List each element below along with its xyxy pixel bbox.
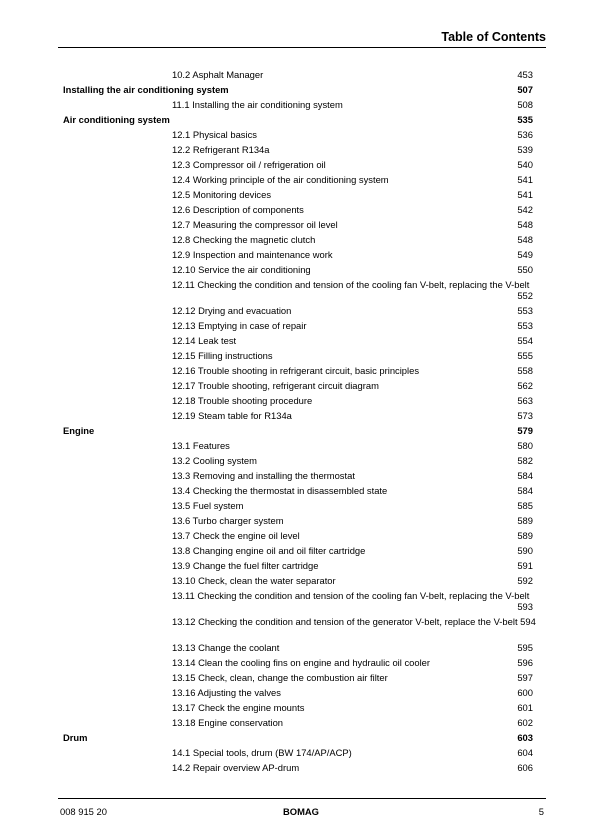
toc-entry[interactable] <box>63 202 533 217</box>
toc-page-number: 602 <box>517 717 533 728</box>
toc-entry[interactable] <box>63 378 533 393</box>
toc-page-number: 580 <box>517 440 533 451</box>
toc-entry[interactable] <box>63 348 533 363</box>
toc-entry-title: 12.14 Leak test <box>172 335 237 346</box>
toc-page-number: 589 <box>517 530 533 541</box>
toc-entry[interactable] <box>63 700 533 715</box>
toc-entry-title: 12.4 Working principle of the air conditioning system <box>172 174 389 185</box>
toc-entry[interactable] <box>63 468 533 483</box>
toc-entry-title: 13.16 Adjusting the valves <box>172 687 281 698</box>
toc-entry-title: 12.13 Emptying in case of repair <box>172 320 307 331</box>
toc-entry-title: 13.14 Clean the cooling fins on engine and hydraulic oil cooler <box>172 657 430 668</box>
toc-entry[interactable] <box>63 528 533 543</box>
toc-page-number: 604 <box>517 747 533 758</box>
toc-page-number: 539 <box>517 144 533 155</box>
toc-page-number: 589 <box>517 515 533 526</box>
toc-entry-title: 13.3 Removing and installing the thermostat <box>172 470 355 481</box>
toc-page-number: 540 <box>517 159 533 170</box>
toc-entry[interactable] <box>63 513 533 528</box>
toc-page-number: 554 <box>517 335 533 346</box>
toc-entry-title: 12.19 Steam table for R134a <box>172 410 292 421</box>
toc-entry[interactable] <box>63 573 533 588</box>
toc-page-number: 553 <box>517 305 533 316</box>
toc-entry[interactable] <box>63 745 533 760</box>
toc-entry-title: 13.10 Check, clean the water separator <box>172 575 336 586</box>
toc-entry[interactable] <box>63 558 533 573</box>
toc-entry[interactable] <box>63 670 533 685</box>
toc-entry[interactable] <box>63 262 533 277</box>
toc-entry-title: 12.16 Trouble shooting in refrigerant circuit, basic principles <box>172 365 420 376</box>
toc-entry[interactable] <box>63 187 533 202</box>
toc-entry-title: 13.13 Change the coolant <box>172 642 280 653</box>
toc-entry-title: 12.11 Checking the condition and tension of the cooling fan V-belt, replacing the V-belt <box>172 278 530 290</box>
toc-chapter[interactable] <box>63 423 533 438</box>
toc-entry[interactable] <box>63 217 533 232</box>
toc-entry[interactable] <box>63 277 533 303</box>
toc-entry[interactable] <box>63 67 533 82</box>
toc-entry-title: Installing the air conditioning system <box>63 84 229 95</box>
toc-entry-title: 13.11 Checking the condition and tension of the cooling fan V-belt, replacing the V-belt <box>172 589 530 601</box>
toc-entry-title: 13.6 Turbo charger system <box>172 515 284 526</box>
toc-entry[interactable] <box>63 157 533 172</box>
toc-entry-title: 13.12 Checking the condition and tension of the generator V-belt, replace the V-belt 594 <box>172 615 536 627</box>
toc-chapter[interactable] <box>63 730 533 745</box>
toc-entry-title: 13.9 Change the fuel filter cartridge <box>172 560 319 571</box>
toc-page-number: 541 <box>517 189 533 200</box>
brand-name: BOMAG <box>283 806 319 817</box>
toc-entry-title: 13.17 Check the engine mounts <box>172 702 305 713</box>
toc-entry-title: 12.8 Checking the magnetic clutch <box>172 234 316 245</box>
toc-entry[interactable] <box>63 438 533 453</box>
toc-page-number: 579 <box>517 425 533 436</box>
toc-chapter[interactable] <box>63 112 533 127</box>
toc-page-number: 596 <box>517 657 533 668</box>
footer-divider <box>58 798 546 799</box>
toc-entry-title: 12.12 Drying and evacuation <box>172 305 292 316</box>
toc-entry-title: 14.2 Repair overview AP-drum <box>172 762 300 773</box>
toc-entry-title: 12.10 Service the air conditioning <box>172 264 311 275</box>
toc-entry[interactable] <box>63 393 533 408</box>
toc-entry[interactable] <box>63 333 533 348</box>
toc-entry[interactable] <box>63 498 533 513</box>
toc-entry[interactable] <box>63 715 533 730</box>
toc-page-number: 507 <box>517 84 533 95</box>
toc-chapter[interactable] <box>63 82 533 97</box>
toc-entry-title: 13.18 Engine conservation <box>172 717 284 728</box>
toc-entry[interactable] <box>63 453 533 468</box>
toc-entry-title: 12.2 Refrigerant R134a <box>172 144 270 155</box>
toc-page-number: 600 <box>517 687 533 698</box>
toc-entry-title: 12.15 Filling instructions <box>172 350 273 361</box>
toc-page-number: 548 <box>517 219 533 230</box>
toc-page-number: 508 <box>517 99 533 110</box>
toc-entry[interactable] <box>63 483 533 498</box>
toc-entry[interactable] <box>63 588 533 614</box>
toc-entry[interactable] <box>63 97 533 112</box>
toc-entry-title: 13.5 Fuel system <box>172 500 244 511</box>
toc-entry-title: 12.3 Compressor oil / refrigeration oil <box>172 159 326 170</box>
toc-page-number: 542 <box>517 204 533 215</box>
toc-entry[interactable] <box>63 685 533 700</box>
toc-page-number: 590 <box>517 545 533 556</box>
toc-entry-title: 11.1 Installing the air conditioning system <box>172 99 343 110</box>
toc-entry[interactable] <box>63 640 533 655</box>
toc-entry[interactable] <box>63 318 533 333</box>
toc-page-number: 603 <box>517 732 533 743</box>
toc-entry-title: 12.9 Inspection and maintenance work <box>172 249 333 260</box>
toc-entry[interactable] <box>63 655 533 670</box>
toc-entry-title: 13.1 Features <box>172 440 230 451</box>
toc-page-number: 593 <box>517 601 533 612</box>
toc-entry[interactable] <box>63 142 533 157</box>
toc-page-number: 555 <box>517 350 533 361</box>
toc-entry[interactable] <box>63 303 533 318</box>
toc-page-number: 553 <box>517 320 533 331</box>
toc-entry[interactable] <box>63 232 533 247</box>
toc-page-number: 595 <box>517 642 533 653</box>
toc-page-number: 541 <box>517 174 533 185</box>
toc-page-number: 591 <box>517 560 533 571</box>
toc-entry[interactable] <box>63 363 533 378</box>
toc-page-number: 585 <box>517 500 533 511</box>
toc-page-number: 592 <box>517 575 533 586</box>
toc-page-number: 536 <box>517 129 533 140</box>
toc-page-number: 558 <box>517 365 533 376</box>
toc-entry[interactable] <box>63 543 533 558</box>
header-divider <box>58 47 546 48</box>
toc-entry[interactable] <box>63 127 533 142</box>
toc-entry-title: 12.5 Monitoring devices <box>172 189 272 200</box>
toc-page-number: 535 <box>517 114 533 125</box>
toc-page-number: 584 <box>517 485 533 496</box>
toc-entry-title: 14.1 Special tools, drum (BW 174/AP/ACP) <box>172 747 352 758</box>
toc-page-number: 548 <box>517 234 533 245</box>
toc-entry-title: 12.1 Physical basics <box>172 129 257 140</box>
toc-page-number: 552 <box>517 290 533 301</box>
toc-page-number: 606 <box>517 762 533 773</box>
toc-entry[interactable] <box>63 247 533 262</box>
toc-entry[interactable] <box>63 172 533 187</box>
toc-entry[interactable] <box>63 614 536 640</box>
toc-entry-title: Drum <box>63 732 88 743</box>
toc-entry-title: Air conditioning system <box>63 114 170 125</box>
toc-page-number: 584 <box>517 470 533 481</box>
toc-page-number: 550 <box>517 264 533 275</box>
page-number: 5 <box>538 806 544 817</box>
toc-entry-title: 13.7 Check the engine oil level <box>172 530 300 541</box>
toc-page-number: 597 <box>517 672 533 683</box>
toc-entry-title: 12.17 Trouble shooting, refrigerant circuit diagram <box>172 380 379 391</box>
toc-entry-title: 13.4 Checking the thermostat in disassembled state <box>172 485 388 496</box>
page-title: Table of Contents <box>441 30 546 44</box>
toc-entry-title: 12.18 Trouble shooting procedure <box>172 395 313 406</box>
toc-page-number: 601 <box>517 702 533 713</box>
toc-entry-title: 12.6 Description of components <box>172 204 304 215</box>
toc-entry-title: 10.2 Asphalt Manager <box>172 69 264 80</box>
toc-entry-title: 13.2 Cooling system <box>172 455 257 466</box>
toc-entry-title: 13.15 Check, clean, change the combustion air filter <box>172 672 388 683</box>
toc-page-number: 562 <box>517 380 533 391</box>
toc-entry[interactable] <box>63 760 533 775</box>
toc-page-number: 573 <box>517 410 533 421</box>
toc-page-number: 563 <box>517 395 533 406</box>
toc-entry-title: Engine <box>63 425 95 436</box>
document-number: 008 915 20 <box>60 806 107 817</box>
toc-entry-title: 12.7 Measuring the compressor oil level <box>172 219 338 230</box>
toc-entry-title: 13.8 Changing engine oil and oil filter cartridge <box>172 545 366 556</box>
toc-page-number: 582 <box>517 455 533 466</box>
table-of-contents <box>63 67 536 775</box>
toc-page-number: 453 <box>517 69 533 80</box>
toc-entry[interactable] <box>63 408 533 423</box>
toc-page-number: 549 <box>517 249 533 260</box>
